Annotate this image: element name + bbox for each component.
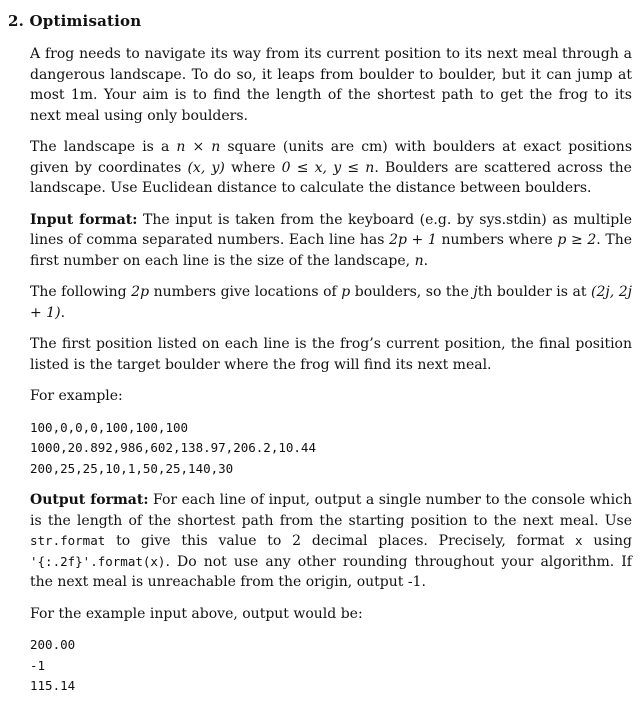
math-boulder-index: (2j, 2j + 1) <box>30 284 632 321</box>
math-coordinates: (x, y) <box>187 159 225 176</box>
math-n: n <box>414 252 424 269</box>
following-paragraph: The following 2p numbers give locations of p boulders, so the jth boulder is at (2j, 2j + 1). <box>30 284 632 321</box>
math-bounds: 0 ≤ x, y ≤ n <box>281 159 375 176</box>
example-output-line: 115.14 <box>30 678 76 693</box>
code-str-format: str.format <box>30 533 106 548</box>
output-format-paragraph: Output format: For each line of input, output a single number to the console which is the length of the shortest path from the starting position to the next meal. Use str.format to give this value to 2 decimal places. Precisely, format x using '{:.2f}'.format(x). Do not use any other rounding throughout your algorithm. If the next meal is unreachable from the origin, output -1. <box>30 492 633 590</box>
math-2p-plus-1: 2p + 1 <box>389 232 437 248</box>
math-n-by-n: n × n <box>176 139 221 155</box>
output-format-label: Output format: <box>30 492 149 508</box>
example-input-line: 1000,20.892,986,602,138.97,206.2,10.44 <box>30 440 316 455</box>
landscape-paragraph: The landscape is a n × n square (units are cm) with boulders at exact positions given by coordinates (x, y) where 0 ≤ x, y ≤ n. Boulders are scattered across the landscape. Use Euclidean distance to calculate the distance between boulders. <box>30 139 633 196</box>
problem-body <box>30 44 632 708</box>
math-p: p <box>341 284 351 300</box>
math-2p: 2p <box>131 284 150 300</box>
input-format-paragraph: Input format: The input is taken from the keyboard (e.g. by sys.stdin) as multiple lines of comma separated numbers. Each line has 2p + 1 numbers where p ≥ 2. The first number on each line is the size of the landscape, n. <box>30 211 633 269</box>
example-input-line: 100,0,0,0,100,100,100 <box>30 419 189 435</box>
code-format-expression: '{:.2f}'.format(x) <box>30 553 166 569</box>
input-format-label: Input format: <box>30 211 138 228</box>
example-input-line: 200,25,25,10,1,50,25,140,30 <box>30 460 234 476</box>
problem-title: Optimisation <box>29 12 142 30</box>
example-output-intro: For the example input above, output would be: <box>30 605 363 622</box>
first-position-paragraph: The first position listed on each line is the frog’s current position, the final position listed is the target boulder where the frog will find its next meal. <box>30 336 632 373</box>
math-p-ge-2: p ≥ 2 <box>557 232 597 248</box>
example-output-line: 200.00 <box>30 637 76 652</box>
example-output-block <box>30 635 632 697</box>
code-x: x <box>575 533 583 548</box>
problem-number: 2. <box>8 12 25 30</box>
example-input-block <box>30 418 632 480</box>
math-j: j <box>473 284 478 300</box>
intro-paragraph: A frog needs to navigate its way from its current position to its next meal through a dangerous landscape. To do so, it leaps from boulder to boulder, but it can jump at most 1m. Your aim is to find the length of the shortest path to get the frog to its next meal using only boulders. <box>30 46 632 124</box>
example-output-line: -1 <box>30 657 46 673</box>
problem-heading <box>8 12 141 30</box>
for-example-label: For example: <box>30 388 123 404</box>
